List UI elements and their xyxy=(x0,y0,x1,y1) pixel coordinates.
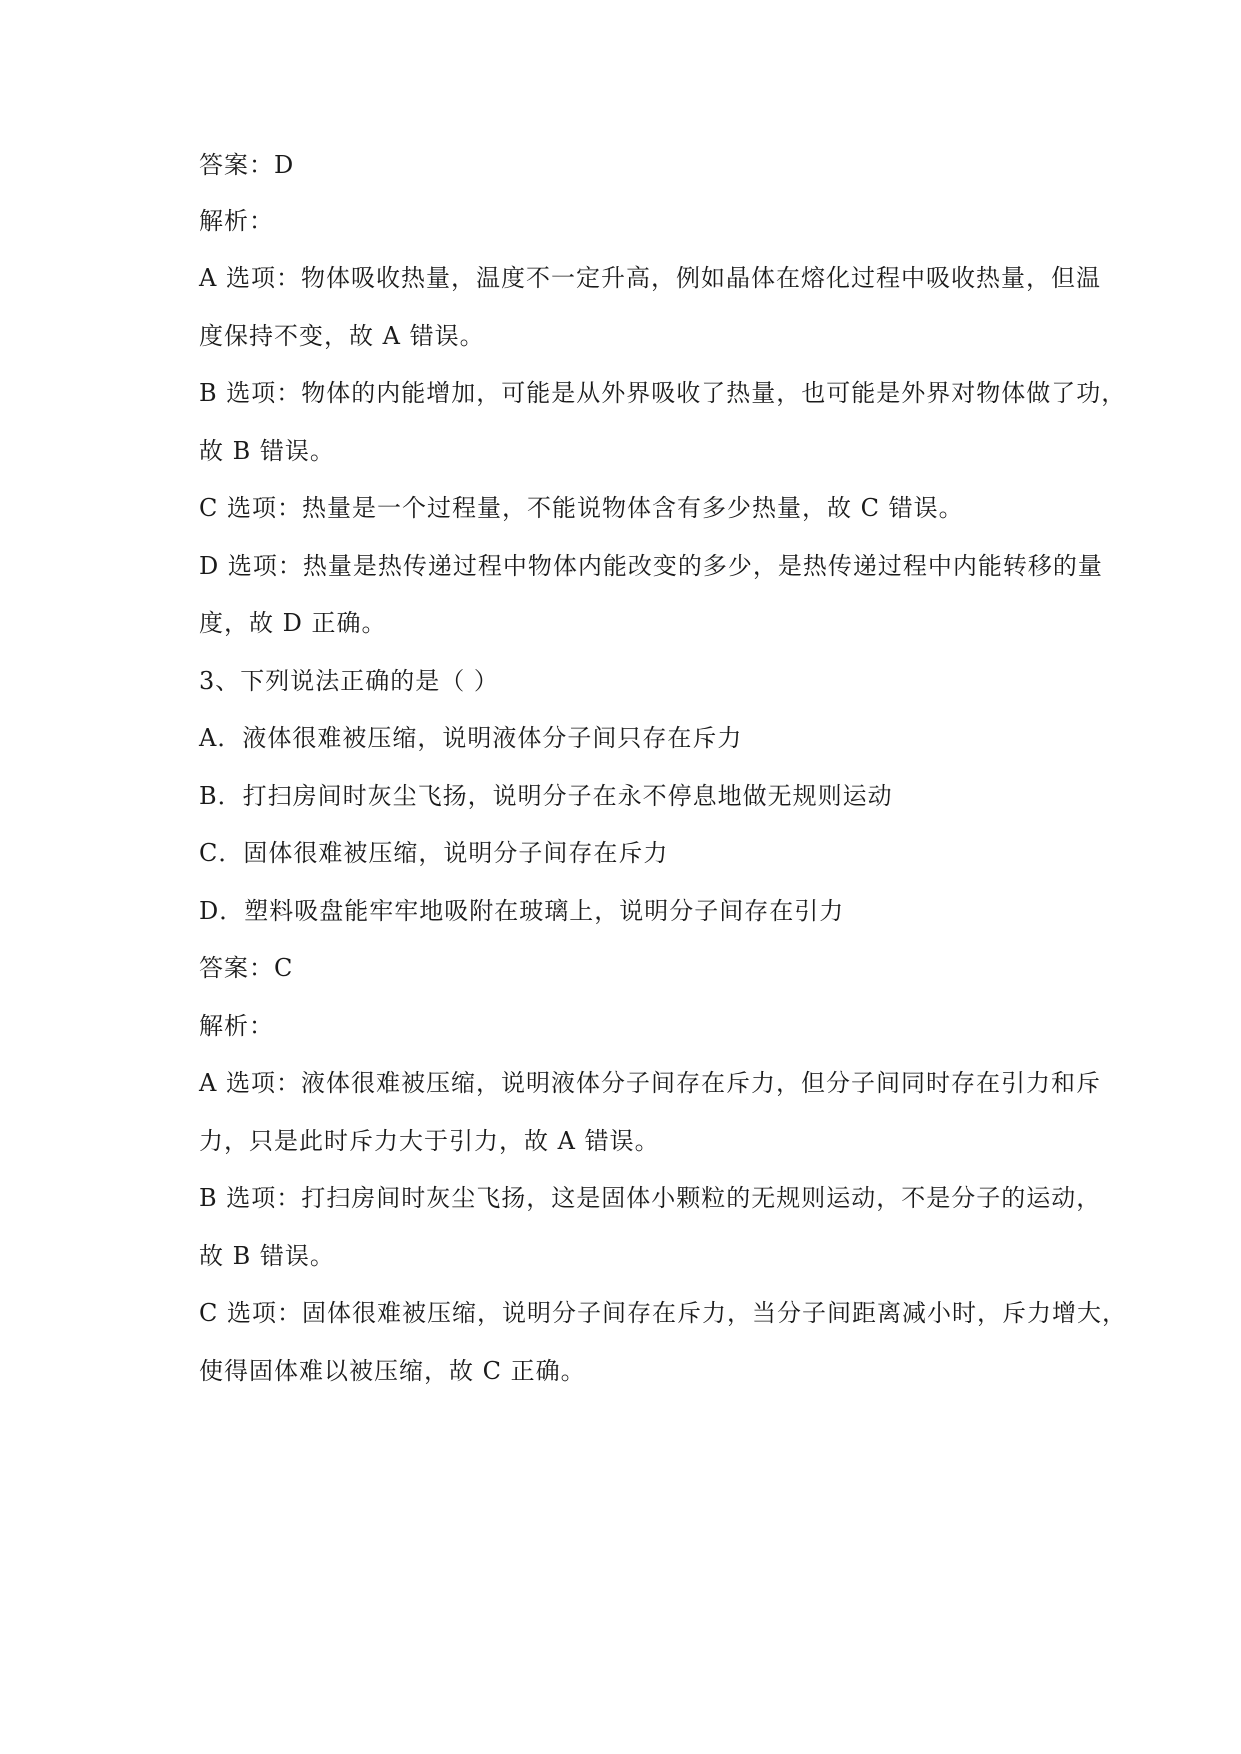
analysis-paragraph-line: 使得固体难以被压缩，故 C 正确。 xyxy=(199,1357,586,1385)
analysis-paragraph-line: 故 B 错误。 xyxy=(199,437,335,465)
analysis-paragraph-line: B 选项：打扫房间时灰尘飞扬，这是固体小颗粒的无规则运动，不是分子的运动， xyxy=(199,1184,1102,1212)
analysis-heading: 解析： xyxy=(199,1012,274,1040)
answer-line: 答案：C xyxy=(199,954,294,982)
question-option: C．固体很难被压缩，说明分子间存在斥力 xyxy=(199,839,669,867)
analysis-paragraph-line: B 选项：物体的内能增加，可能是从外界吸收了热量，也可能是外界对物体做了功， xyxy=(199,379,1127,407)
analysis-paragraph-line: A 选项：物体吸收热量，温度不一定升高，例如晶体在熔化过程中吸收热量，但温 xyxy=(199,264,1101,292)
question-stem: 3、下列说法正确的是（ ） xyxy=(199,667,499,695)
question-option: B．打扫房间时灰尘飞扬，说明分子在永不停息地做无规则运动 xyxy=(199,782,893,810)
analysis-paragraph-line: 度，故 D 正确。 xyxy=(199,609,387,637)
analysis-paragraph-line: 故 B 错误。 xyxy=(199,1242,335,1270)
analysis-paragraph-line: A 选项：液体很难被压缩，说明液体分子间存在斥力，但分子间同时存在引力和斥 xyxy=(199,1069,1101,1097)
analysis-paragraph-line: C 选项：固体很难被压缩，说明分子间存在斥力，当分子间距离减小时，斥力增大， xyxy=(199,1299,1127,1327)
question-option: D．塑料吸盘能牢牢地吸附在玻璃上，说明分子间存在引力 xyxy=(199,897,845,925)
analysis-paragraph-line: 度保持不变，故 A 错误。 xyxy=(199,322,485,350)
question-option: A．液体很难被压缩，说明液体分子间只存在斥力 xyxy=(199,724,743,752)
analysis-paragraph-line: D 选项：热量是热传递过程中物体内能改变的多少，是热传递过程中内能转移的量 xyxy=(199,552,1103,580)
answer-line: 答案：D xyxy=(199,151,295,179)
analysis-paragraph-line: C 选项：热量是一个过程量，不能说物体含有多少热量，故 C 错误。 xyxy=(199,494,964,522)
analysis-heading: 解析： xyxy=(199,207,274,235)
analysis-paragraph-line: 力，只是此时斥力大于引力，故 A 错误。 xyxy=(199,1127,660,1155)
